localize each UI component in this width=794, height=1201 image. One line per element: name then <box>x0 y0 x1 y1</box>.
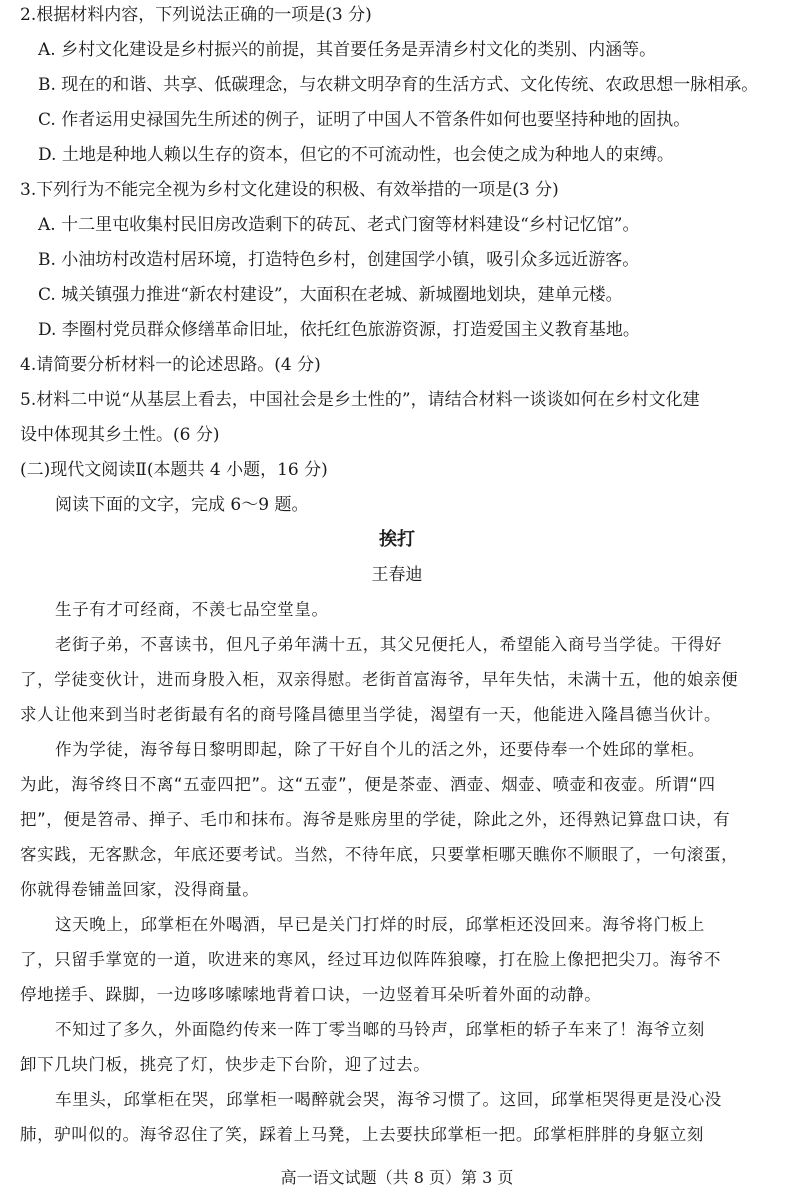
story-line: 卸下几块门板，挑亮了灯，快步走下台阶，迎了过去。 <box>20 1055 431 1074</box>
question-2-option-d: D. 土地是种地人赖以生存的资本，但它的不可流动性，也会使之成为种地人的束缚。 <box>38 145 674 165</box>
story-line: 作为学徒，海爷每日黎明即起，除了干好自个儿的活之外，还要侍奉一个姓邱的掌柜。 <box>55 740 705 759</box>
question-5-line-2: 设中体现其乡土性。(6 分) <box>20 425 220 445</box>
question-4: 4.请简要分析材料一的论述思路。(4 分) <box>20 355 321 375</box>
story-line: 把”，便是笤帚、掸子、毛巾和抹布。海爷是账房里的学徒，除此之外，还得熟记算盘口诀，有 <box>20 810 731 829</box>
story-title: 挨打 <box>379 529 415 550</box>
story-line: 肺，驴叫似的。海爷忍住了笑，踩着上马凳，上去要扶邱掌柜一把。邱掌柜胖胖的身躯立刻 <box>20 1125 704 1144</box>
story-line: 客实践，无客默念，年底还要考试。当然，不待年底，只要掌柜哪天瞧你不顺眼了，一句滚蛋， <box>20 845 739 864</box>
question-2-option-a: A. 乡村文化建设是乡村振兴的前提，其首要任务是弄清乡村文化的类别、内涵等。 <box>38 40 657 60</box>
story-line: 你就得卷铺盖回家，没得商量。 <box>20 880 260 899</box>
question-3-option-a: A. 十二里屯收集村民旧房改造剩下的砖瓦、老式门窗等材料建设“乡村记忆馆”。 <box>38 215 640 235</box>
question-2-option-b: B. 现在的和谐、共享、低碳理念，与农耕文明孕育的生活方式、文化传统、农政思想一脉相承。 <box>38 75 759 95</box>
question-3-option-d: D. 李圈村党员群众修缮革命旧址，依托红色旅游资源，打造爱国主义教育基地。 <box>38 320 640 340</box>
page-footer: 高一语文试题（共 8 页）第 3 页 <box>280 1168 514 1187</box>
section-instruction: 阅读下面的文字，完成 6～9 题。 <box>55 495 309 515</box>
story-line: 这天晚上，邱掌柜在外喝酒，早已是关门打烊的时辰，邱掌柜还没回来。海爷将门板上 <box>55 915 705 934</box>
question-2-option-c: C. 作者运用史禄国先生所述的例子，证明了中国人不管条件如何也要坚持种地的固执。 <box>38 110 691 130</box>
story-line: 了，只留手掌宽的一道，吹进来的寒风，经过耳边似阵阵狼嚎，打在脸上像把把尖刀。海爷不 <box>20 950 722 969</box>
story-line: 生子有才可经商，不羡七品空堂皇。 <box>55 600 329 619</box>
question-3-option-b: B. 小油坊村改造村居环境，打造特色乡村，创建国学小镇，吸引众多远近游客。 <box>38 250 640 270</box>
story-line: 不知过了多久，外面隐约传来一阵丁零当啷的马铃声，邱掌柜的轿子车来了！海爷立刻 <box>55 1020 705 1039</box>
question-5-line-1: 5.材料二中说“从基层上看去，中国社会是乡土性的”，请结合材料一谈谈如何在乡村文化建 <box>20 390 700 410</box>
story-line: 老街子弟，不喜读书，但凡子弟年满十五，其父兄便托人，希望能入商号当学徒。干得好 <box>55 635 722 654</box>
question-2-stem: 2.根据材料内容，下列说法正确的一项是(3 分) <box>20 5 372 25</box>
question-3-stem: 3.下列行为不能完全视为乡村文化建设的积极、有效举措的一项是(3 分) <box>20 180 559 200</box>
question-3-option-c: C. 城关镇强力推进“新农村建设”，大面积在老城、新城圈地划块，建单元楼。 <box>38 285 623 305</box>
story-line: 停地搓手、跺脚，一边哆哆嗦嗦地背着口诀，一边竖着耳朵听着外面的动静。 <box>20 985 602 1004</box>
story-line: 为此，海爷终日不离“五壶四把”。这“五壶”，便是茶壶、酒壶、烟壶、喷壶和夜壶。所谓“四 <box>20 775 716 794</box>
story-line: 了，学徒变伙计，进而身股入柜，双亲得慰。老街首富海爷，早年失怙，未满十五，他的娘亲便 <box>20 670 739 689</box>
story-line: 求人让他来到当时老街最有名的商号隆昌德里当学徒，渴望有一天，他能进入隆昌德当伙计。 <box>20 705 722 724</box>
section-heading: (二)现代文阅读Ⅱ(本题共 4 小题，16 分) <box>20 460 328 480</box>
story-line: 车里头，邱掌柜在哭，邱掌柜一喝醉就会哭，海爷习惯了。这回，邱掌柜哭得更是没心没 <box>55 1090 722 1109</box>
story-author: 王春迪 <box>371 565 423 585</box>
